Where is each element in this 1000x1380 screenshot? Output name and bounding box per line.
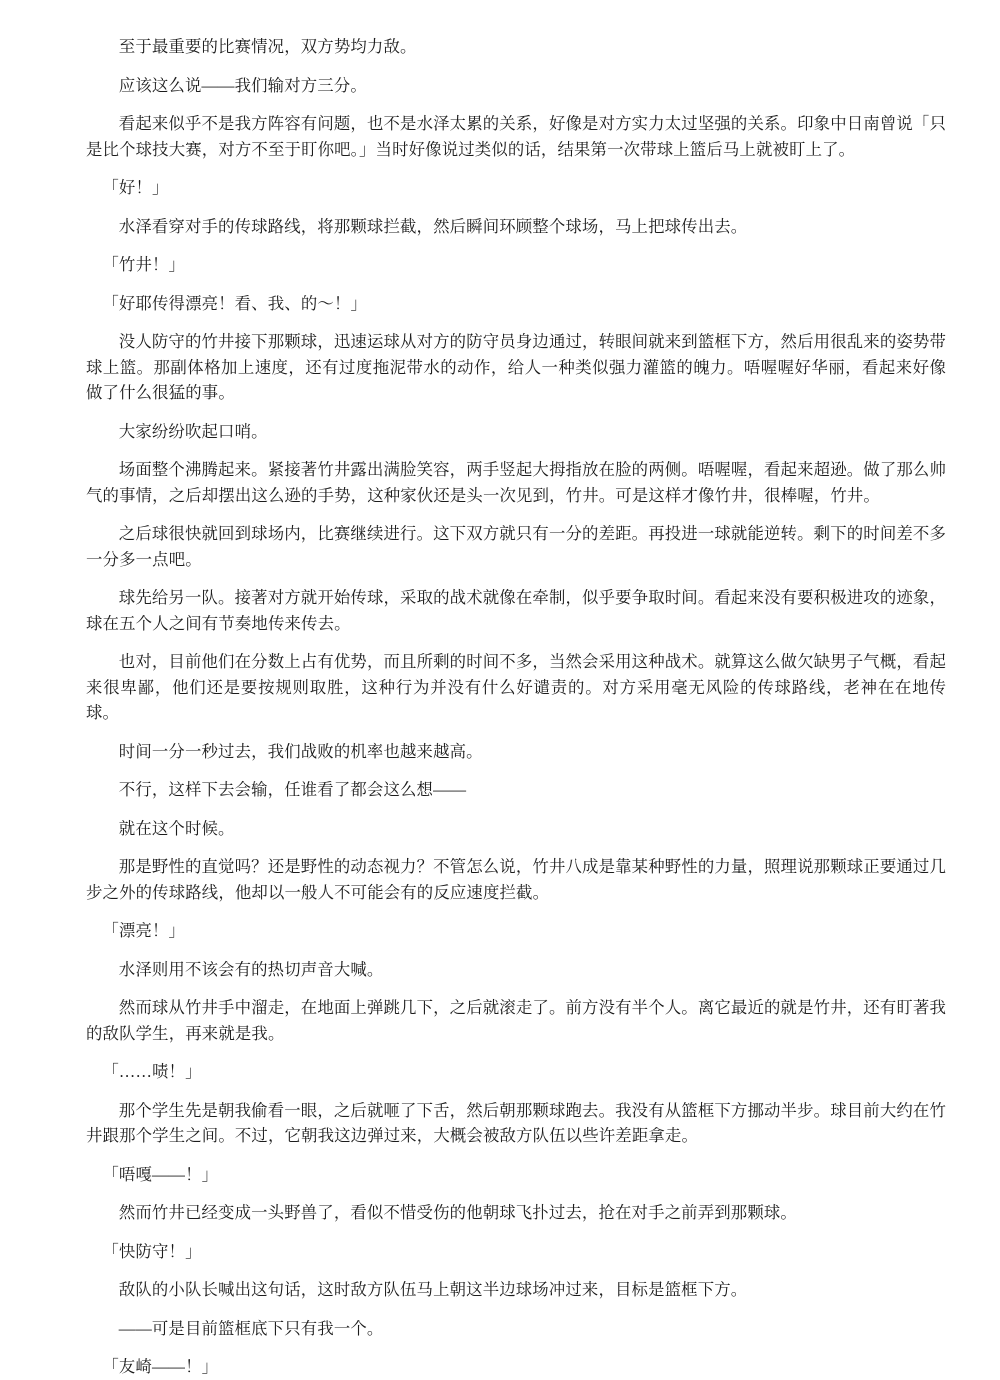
- paragraph: 也对，目前他们在分数上占有优势，而且所剩的时间不多，当然会采用这种战术。就算这么做欠缺男子气概，看起来很卑鄙，他们还是要按规则取胜，这种行为并没有什么好谴责的。对方采用毫无风险的传球路线，老神在在地传球。: [86, 652, 946, 722]
- paragraph: 没人防守的竹井接下那颗球，迅速运球从对方的防守员身边通过，转眼间就来到篮框下方，然后用很乱来的姿势带球上篮。那副体格加上速度，还有过度拖泥带水的动作，给人一种类似强力灌篮的魄力。唔喔喔好华丽，看起来好像做了什么很猛的事。: [86, 332, 946, 402]
- paragraph: 就在这个时候。: [118, 818, 235, 838]
- paragraph: 时间一分一秒过去，我们战败的机率也越来越高。: [118, 741, 483, 761]
- dialogue-line: 「友崎——！」: [102, 1357, 219, 1376]
- paragraph: 场面整个沸腾起来。紧接著竹井露出满脸笑容，两手竖起大拇指放在脸的两侧。唔喔喔，看起来超逊。做了那么帅气的事情，之后却摆出这么逊的手势，这种家伙还是头一次见到，竹井。可是这样才像竹井，很棒喔，竹井。: [86, 460, 946, 505]
- paragraph: 那个学生先是朝我偷看一眼，之后就咂了下舌，然后朝那颗球跑去。我没有从篮框下方挪动半步。球目前大约在竹井跟那个学生之间。不过，它朝我这边弹过来，大概会被敌方队伍以些许差距拿走。: [86, 1100, 946, 1145]
- page-body-text: [86, 34, 946, 1380]
- paragraph: 看起来似乎不是我方阵容有问题，也不是水泽太累的关系，好像是对方实力太过坚强的关系。印象中日南曾说「只是比个球技大赛，对方不至于盯你吧。」当时好像说过类似的话，结果第一次带球上篮后马上就被盯上了。: [86, 114, 946, 159]
- paragraph: 球先给另一队。接著对方就开始传球，采取的战术就像在牵制，似乎要争取时间。看起来没有要积极进攻的迹象，球在五个人之间有节奏地传来传去。: [86, 588, 946, 633]
- paragraph: 大家纷纷吹起口哨。: [118, 421, 268, 441]
- dialogue-line: 「……啧！」: [102, 1062, 202, 1081]
- dialogue-line: 「唔嘎——！」: [102, 1164, 219, 1184]
- paragraph: ——可是目前篮框底下只有我一个。: [118, 1318, 384, 1338]
- dialogue-line: 「快防守！」: [102, 1241, 202, 1261]
- paragraph: 之后球很快就回到球场内，比赛继续进行。这下双方就只有一分的差距。再投进一球就能逆转。剩下的时间差不多一分多一点吧。: [86, 524, 946, 569]
- paragraph: 水泽看穿对手的传球路线，将那颗球拦截，然后瞬间环顾整个球场，马上把球传出去。: [118, 216, 748, 236]
- dialogue-line: 「好！」: [102, 178, 169, 197]
- dialogue-line: 「好耶传得漂亮！看、我、的～！」: [102, 293, 368, 313]
- paragraph: 然而竹井已经变成一头野兽了，看似不惜受伤的他朝球飞扑过去，抢在对手之前弄到那颗球。: [118, 1203, 797, 1222]
- paragraph: 那是野性的直觉吗？还是野性的动态视力？不管怎么说，竹井八成是靠某种野性的力量，照理说那颗球正要通过几步之外的传球路线，他却以一般人不可能会有的反应速度拦截。: [86, 857, 946, 902]
- paragraph: 敌队的小队长喊出这句话，这时敌方队伍马上朝这半边球场冲过来，目标是篮框下方。: [118, 1280, 748, 1299]
- paragraph: 不行，这样下去会输，任谁看了都会这么想——: [118, 780, 467, 799]
- paragraph: 至于最重要的比赛情况，双方势均力敌。: [118, 37, 417, 56]
- paragraph: 水泽则用不该会有的热切声音大喊。: [118, 959, 384, 979]
- paragraph: 应该这么说——我们输对方三分。: [118, 75, 367, 95]
- dialogue-line: 「竹井！」: [102, 255, 186, 274]
- dialogue-line: 「漂亮！」: [102, 921, 186, 940]
- paragraph: 然而球从竹井手中溜走，在地面上弹跳几下，之后就滚走了。前方没有半个人。离它最近的就是竹井，还有盯著我的敌队学生，再来就是我。: [86, 998, 946, 1043]
